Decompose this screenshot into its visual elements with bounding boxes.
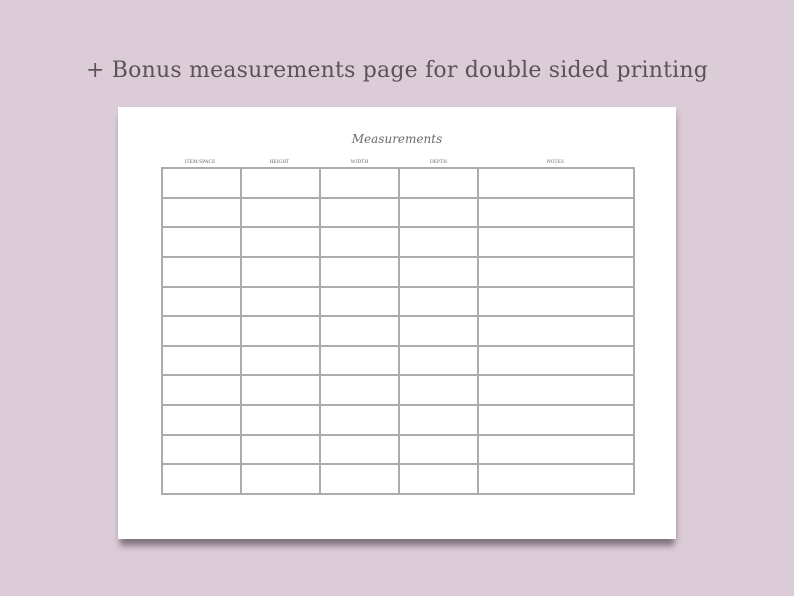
table-row (162, 168, 634, 198)
table-cell (241, 316, 320, 346)
table-cell (478, 435, 634, 465)
table-cell (241, 257, 320, 287)
table-cell (320, 405, 399, 435)
table-cell (162, 435, 241, 465)
table-cell (320, 227, 399, 257)
table-cell (162, 375, 241, 405)
table-cell (478, 405, 634, 435)
table-cell (399, 198, 478, 228)
table-cell (399, 287, 478, 317)
table-row (162, 227, 634, 257)
table-cell (478, 198, 634, 228)
column-header-width: WIDTH (350, 160, 369, 165)
table-cell (478, 346, 634, 376)
table-cell (399, 316, 478, 346)
table-row (162, 346, 634, 376)
table-cell (241, 198, 320, 228)
table-row (162, 316, 634, 346)
page-headline: + Bonus measurements page for double sided printing (85, 58, 709, 83)
table-cell (320, 316, 399, 346)
table-row (162, 464, 634, 494)
table-cell (478, 168, 634, 198)
table-row (162, 375, 634, 405)
table-cell (162, 198, 241, 228)
table-cell (320, 435, 399, 465)
table-cell (241, 168, 320, 198)
table-cell (399, 435, 478, 465)
table-cell (320, 287, 399, 317)
table-cell (162, 316, 241, 346)
table-cell (241, 405, 320, 435)
table-cell (399, 168, 478, 198)
table-cell (399, 227, 478, 257)
table-cell (162, 257, 241, 287)
table-cell (320, 198, 399, 228)
table-cell (478, 464, 634, 494)
table-row (162, 257, 634, 287)
measurements-sheet (118, 107, 676, 539)
table-cell (320, 257, 399, 287)
table-cell (162, 405, 241, 435)
table-cell (399, 346, 478, 376)
table-cell (399, 405, 478, 435)
table-cell (399, 257, 478, 287)
table-cell (399, 375, 478, 405)
table-cell (241, 464, 320, 494)
table-cell (320, 168, 399, 198)
sheet-title: Measurements (351, 132, 443, 146)
table-cell (399, 464, 478, 494)
table-cell (162, 346, 241, 376)
table-cell (320, 464, 399, 494)
table-cell (478, 287, 634, 317)
measurements-table (161, 167, 635, 495)
table-cell (478, 257, 634, 287)
table-cell (162, 464, 241, 494)
table-cell (241, 375, 320, 405)
column-header-notes: NOTES (546, 160, 565, 165)
table-cell (320, 346, 399, 376)
table-cell (241, 435, 320, 465)
table-cell (241, 227, 320, 257)
table-cell (320, 375, 399, 405)
table-cell (478, 375, 634, 405)
table-cell (478, 316, 634, 346)
table-cell (162, 168, 241, 198)
column-header-item-space: ITEM/SPACE (184, 160, 216, 165)
column-header-depth: DEPTH (429, 160, 448, 165)
column-header-height: HEIGHT (269, 160, 290, 165)
table-cell (241, 287, 320, 317)
table-cell (162, 287, 241, 317)
table-row (162, 198, 634, 228)
table-row (162, 287, 634, 317)
measurements-table-body (162, 168, 634, 494)
table-row (162, 405, 634, 435)
table-cell (162, 227, 241, 257)
table-cell (241, 346, 320, 376)
table-row (162, 435, 634, 465)
table-cell (478, 227, 634, 257)
